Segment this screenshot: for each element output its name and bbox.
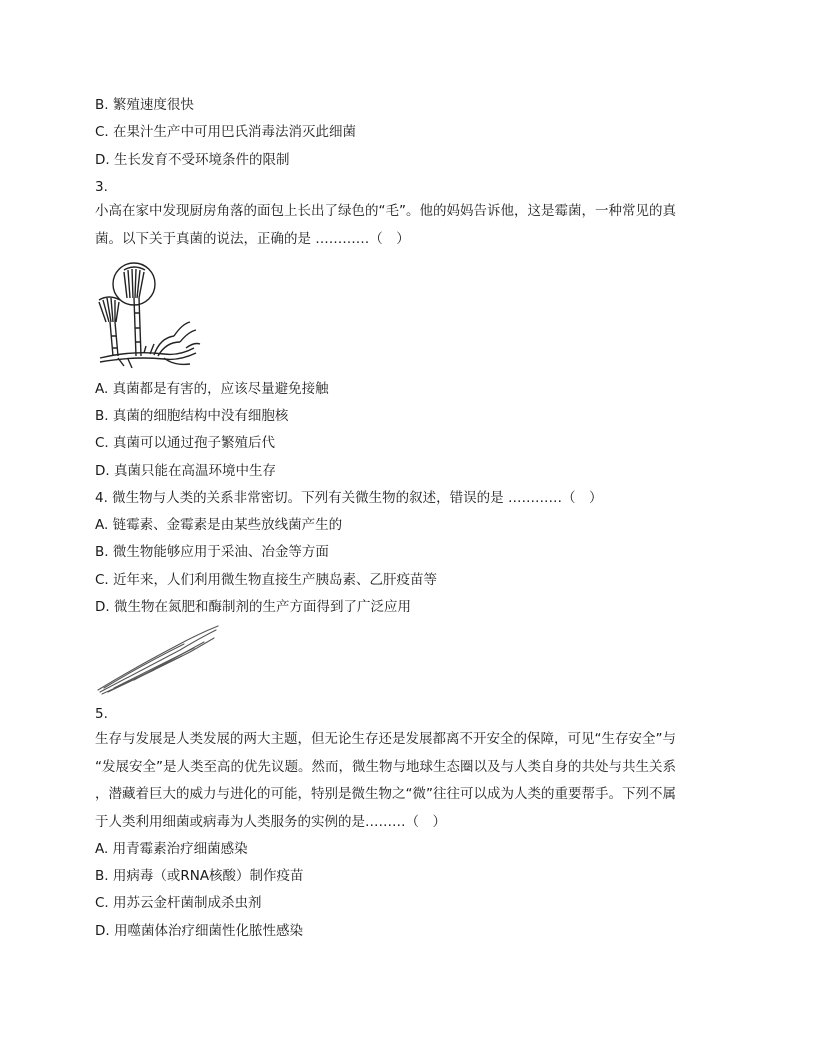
scribble-illustration-icon xyxy=(94,622,222,696)
q5-option-a: A. 用青霉素治疗细菌感染 xyxy=(95,841,248,857)
q3-option-b: B. 真菌的细胞结构中没有细胞核 xyxy=(95,408,289,424)
q5-stem-line: ，潜藏着巨大的威力与进化的可能，特别是微生物之“微”往往可以成为人类的重要帮手。下列不属 xyxy=(95,786,676,802)
q3-stem-line: 小高在家中发现厨房角落的面包上长出了绿色的“毛”。他的妈妈告诉他，这是霉菌，一种常见的真 xyxy=(95,203,676,219)
q3-stem xyxy=(95,198,725,253)
q5-option-b: B. 用病毒（或RNA核酸）制作疫苗 xyxy=(95,868,304,884)
q4-stem: 4. 微生物与人类的关系非常密切。下列有关微生物的叙述，错误的是 …………（ ） xyxy=(95,490,603,506)
q3-stem-line: 菌。以下关于真菌的说法，正确的是 …………（ ） xyxy=(95,230,410,247)
q4-option-d: D. 微生物在氮肥和酶制剂的生产方面得到了广泛应用 xyxy=(95,599,411,615)
q4-option-a: A. 链霉素、金霉素是由某些放线菌产生的 xyxy=(95,517,343,533)
q2-option-b: B. 繁殖速度很快 xyxy=(95,97,194,113)
q3-number: 3. xyxy=(95,179,108,195)
q3-option-c: C. 真菌可以通过孢子繁殖后代 xyxy=(95,435,276,451)
q2-option-d: D. 生长发育不受环境条件的限制 xyxy=(95,152,290,168)
mold-illustration-icon xyxy=(94,258,204,370)
q2-option-c: C. 在果汁生产中可用巴氏消毒法消灭此细菌 xyxy=(95,124,357,140)
q5-stem-line: 于人类利用细菌或病毒为人类服务的实例的是………（ ） xyxy=(95,813,446,830)
q3-option-d: D. 真菌只能在高温环境中生存 xyxy=(95,463,276,479)
q5-stem xyxy=(95,726,725,836)
q5-stem-line: “发展安全”是人类至高的优先议题。然而，微生物与地球生态圈以及与人类自身的共处与共生关系 xyxy=(95,758,676,775)
q4-option-b: B. 微生物能够应用于采油、冶金等方面 xyxy=(95,544,329,560)
q4-option-c: C. 近年来，人们利用微生物直接生产胰岛素、乙肝疫苗等 xyxy=(95,572,438,588)
q5-option-d: D. 用噬菌体治疗细菌性化脓性感染 xyxy=(95,923,303,939)
q5-option-c: C. 用苏云金杆菌制成杀虫剂 xyxy=(95,895,262,911)
q5-stem-line: 生存与发展是人类发展的两大主题，但无论生存还是发展都离不开安全的保障，可见“生存安全”与 xyxy=(95,731,676,747)
q5-number: 5. xyxy=(95,706,108,722)
q3-option-a: A. 真菌都是有害的，应该尽量避免接触 xyxy=(95,381,329,397)
